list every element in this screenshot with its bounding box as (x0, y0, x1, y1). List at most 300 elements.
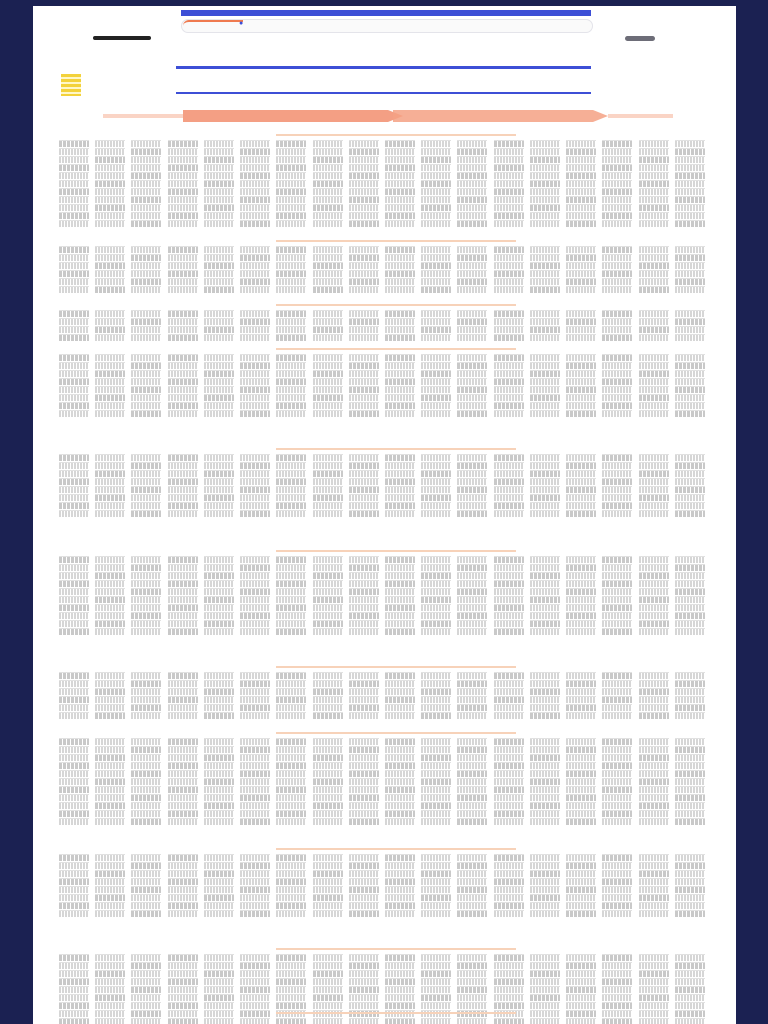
table-cell (639, 148, 669, 155)
table-cell (602, 786, 632, 793)
table-cell (421, 1018, 451, 1024)
table-cell (530, 612, 560, 619)
table-cell (276, 588, 306, 595)
table-cell (240, 910, 270, 917)
table-cell (639, 278, 669, 285)
table-cell (602, 680, 632, 687)
table-cell (240, 278, 270, 285)
table-cell (494, 410, 524, 417)
table-cell (530, 712, 560, 719)
table-cell (204, 802, 234, 809)
table-cell (240, 1010, 270, 1017)
menu-button[interactable] (625, 36, 655, 41)
table-cell (95, 910, 125, 917)
table-cell (313, 212, 343, 219)
table-cell (602, 564, 632, 571)
table-cell (421, 354, 451, 361)
table-cell (421, 754, 451, 761)
table-cell (95, 886, 125, 893)
table-cell (313, 286, 343, 293)
table-cell (168, 220, 198, 227)
table-cell (566, 672, 596, 679)
table-cell (530, 680, 560, 687)
table-cell (276, 196, 306, 203)
table-cell (675, 878, 705, 885)
table-cell (95, 894, 125, 901)
table-cell (675, 386, 705, 393)
table-cell (675, 564, 705, 571)
table-cell (566, 986, 596, 993)
table-cell (494, 180, 524, 187)
table-cell (95, 604, 125, 611)
table-cell (276, 370, 306, 377)
table-cell (494, 454, 524, 461)
table-cell (168, 628, 198, 635)
table-cell (457, 978, 487, 985)
table-cell (204, 386, 234, 393)
table-cell (675, 854, 705, 861)
table-cell (59, 688, 89, 695)
table-cell (168, 778, 198, 785)
table-cell (457, 970, 487, 977)
table-cell (639, 1018, 669, 1024)
table-cell (566, 262, 596, 269)
table-cell (494, 462, 524, 469)
table-cell (639, 334, 669, 341)
table-cell (566, 818, 596, 825)
table-cell (59, 794, 89, 801)
table-cell (204, 270, 234, 277)
table-cell (530, 486, 560, 493)
table-cell (168, 246, 198, 253)
table-cell (59, 620, 89, 627)
table-cell (457, 738, 487, 745)
table-cell (313, 354, 343, 361)
table-cell (276, 254, 306, 261)
table-cell (457, 1002, 487, 1009)
table-cell (59, 910, 89, 917)
table-cell (385, 270, 415, 277)
table-cell (385, 454, 415, 461)
table-cell (639, 318, 669, 325)
table-cell (276, 334, 306, 341)
table-cell (59, 510, 89, 517)
table-cell (313, 612, 343, 619)
table-cell (168, 502, 198, 509)
table-cell (602, 196, 632, 203)
table-cell (168, 962, 198, 969)
table-cell (639, 486, 669, 493)
table-cell (675, 794, 705, 801)
table-cell (313, 156, 343, 163)
table-cell (131, 672, 161, 679)
table-cell (385, 620, 415, 627)
table-cell (566, 410, 596, 417)
table-cell (240, 746, 270, 753)
table-cell (494, 680, 524, 687)
table-cell (59, 696, 89, 703)
table-cell (240, 870, 270, 877)
table-cell (349, 1018, 379, 1024)
table-cell (131, 354, 161, 361)
table-cell (131, 394, 161, 401)
table-cell (313, 854, 343, 861)
table-cell (168, 454, 198, 461)
table-cell (421, 510, 451, 517)
table-cell (59, 1002, 89, 1009)
table-cell (313, 246, 343, 253)
table-cell (204, 738, 234, 745)
table-cell (168, 970, 198, 977)
table-cell (457, 188, 487, 195)
table-cell (95, 588, 125, 595)
table-cell (494, 994, 524, 1001)
table-cell (313, 164, 343, 171)
table-cell (349, 204, 379, 211)
table-cell (566, 394, 596, 401)
table-cell (313, 986, 343, 993)
table-cell (421, 486, 451, 493)
table-cell (168, 254, 198, 261)
table-cell (313, 180, 343, 187)
table-cell (204, 672, 234, 679)
table-cell (349, 370, 379, 377)
table-cell (639, 410, 669, 417)
table-cell (95, 580, 125, 587)
table-cell (131, 212, 161, 219)
table-cell (59, 612, 89, 619)
table-cell (421, 140, 451, 147)
table-cell (59, 378, 89, 385)
table-cell (457, 180, 487, 187)
table-cell (639, 954, 669, 961)
table-cell (168, 470, 198, 477)
table-cell (240, 778, 270, 785)
table-cell (95, 180, 125, 187)
table-cell (276, 818, 306, 825)
table-cell (276, 564, 306, 571)
table-cell (457, 378, 487, 385)
table-cell (675, 810, 705, 817)
table-cell (421, 818, 451, 825)
table-cell (95, 486, 125, 493)
table-cell (240, 486, 270, 493)
table-cell (494, 318, 524, 325)
table-cell (639, 762, 669, 769)
table-cell (349, 156, 379, 163)
table-cell (59, 386, 89, 393)
table-cell (494, 286, 524, 293)
table-cell (168, 762, 198, 769)
table-cell (566, 762, 596, 769)
table-cell (494, 978, 524, 985)
table-cell (131, 688, 161, 695)
table-cell (457, 794, 487, 801)
table-cell (240, 370, 270, 377)
table-cell (131, 902, 161, 909)
page-title (206, 36, 566, 42)
table-cell (240, 478, 270, 485)
table-cell (530, 754, 560, 761)
table-cell (457, 802, 487, 809)
table-cell (421, 746, 451, 753)
table-cell (457, 818, 487, 825)
table-cell (204, 854, 234, 861)
table-cell (349, 564, 379, 571)
table-cell (131, 596, 161, 603)
table-cell (313, 712, 343, 719)
table-cell (457, 564, 487, 571)
table-cell (276, 962, 306, 969)
table-cell (313, 402, 343, 409)
table-cell (639, 478, 669, 485)
table-cell (276, 986, 306, 993)
table-cell (675, 220, 705, 227)
table-cell (566, 962, 596, 969)
table-cell (494, 902, 524, 909)
table-cell (602, 580, 632, 587)
table-cell (421, 704, 451, 711)
table-cell (313, 962, 343, 969)
table-cell (240, 362, 270, 369)
table-cell (349, 148, 379, 155)
table-cell (168, 188, 198, 195)
table-cell (421, 564, 451, 571)
table-cell (131, 620, 161, 627)
table-cell (530, 762, 560, 769)
table-cell (313, 588, 343, 595)
table-cell (276, 262, 306, 269)
table-cell (204, 196, 234, 203)
tab-strip[interactable] (181, 10, 591, 16)
table-cell (59, 454, 89, 461)
table-cell (457, 462, 487, 469)
table-cell (95, 286, 125, 293)
table-cell (494, 986, 524, 993)
table-cell (240, 386, 270, 393)
table-cell (240, 986, 270, 993)
table-cell (566, 204, 596, 211)
table-cell (675, 1002, 705, 1009)
table-cell (349, 854, 379, 861)
table-cell (168, 148, 198, 155)
table-cell (602, 454, 632, 461)
table-cell (385, 334, 415, 341)
table-cell (204, 156, 234, 163)
table-cell (95, 746, 125, 753)
table-cell (639, 672, 669, 679)
table-cell (59, 786, 89, 793)
table-cell (240, 470, 270, 477)
table-cell (95, 754, 125, 761)
table-cell (385, 370, 415, 377)
table-cell (276, 894, 306, 901)
table-cell (602, 1018, 632, 1024)
table-cell (59, 220, 89, 227)
table-cell (95, 902, 125, 909)
table-cell (59, 770, 89, 777)
table-cell (530, 212, 560, 219)
table-cell (494, 370, 524, 377)
table-cell (385, 1018, 415, 1024)
table-cell (639, 354, 669, 361)
table-cell (168, 712, 198, 719)
table-cell (131, 986, 161, 993)
table-cell (313, 778, 343, 785)
table-cell (530, 802, 560, 809)
table-cell (349, 902, 379, 909)
table-cell (457, 278, 487, 285)
table-cell (494, 326, 524, 333)
table-cell (168, 1002, 198, 1009)
table-cell (494, 378, 524, 385)
table-cell (421, 318, 451, 325)
table-cell (95, 196, 125, 203)
table-cell (131, 278, 161, 285)
table-cell (602, 596, 632, 603)
table-cell (276, 462, 306, 469)
table-cell (530, 878, 560, 885)
table-cell (675, 486, 705, 493)
table-cell (494, 140, 524, 147)
table-cell (168, 862, 198, 869)
table-cell (59, 354, 89, 361)
table-cell (602, 556, 632, 563)
table-cell (421, 786, 451, 793)
table-cell (385, 612, 415, 619)
table-cell (349, 212, 379, 219)
table-cell (421, 326, 451, 333)
table-cell (313, 810, 343, 817)
table-cell (204, 188, 234, 195)
table-cell (494, 220, 524, 227)
table-cell (566, 246, 596, 253)
table-cell (675, 148, 705, 155)
table-cell (168, 580, 198, 587)
table-cell (168, 286, 198, 293)
table-cell (95, 596, 125, 603)
table-cell (494, 970, 524, 977)
table-cell (602, 262, 632, 269)
table-cell (457, 334, 487, 341)
table-cell (276, 696, 306, 703)
table-cell (639, 572, 669, 579)
table-cell (168, 196, 198, 203)
table-cell (385, 910, 415, 917)
table-cell (385, 762, 415, 769)
table-cell (349, 164, 379, 171)
table-cell (385, 810, 415, 817)
table-cell (457, 262, 487, 269)
table-cell (204, 556, 234, 563)
table-cell (131, 286, 161, 293)
table-cell (421, 310, 451, 317)
table-cell (494, 802, 524, 809)
table-cell (240, 334, 270, 341)
table-cell (313, 786, 343, 793)
table-cell (95, 164, 125, 171)
table-cell (421, 886, 451, 893)
table-cell (639, 188, 669, 195)
table-cell (95, 502, 125, 509)
table-cell (349, 394, 379, 401)
table-cell (276, 1002, 306, 1009)
table-cell (59, 894, 89, 901)
table-cell (95, 810, 125, 817)
table-cell (566, 172, 596, 179)
table-cell (59, 262, 89, 269)
table-cell (168, 378, 198, 385)
table-cell (639, 712, 669, 719)
table-cell (494, 148, 524, 155)
table-cell (168, 696, 198, 703)
table-cell (530, 454, 560, 461)
table-cell (131, 362, 161, 369)
table-cell (59, 486, 89, 493)
table-cell (240, 588, 270, 595)
table-cell (675, 970, 705, 977)
table-cell (675, 334, 705, 341)
table-cell (276, 878, 306, 885)
table-cell (95, 1018, 125, 1024)
table-cell (639, 286, 669, 293)
table-cell (639, 362, 669, 369)
table-cell (639, 604, 669, 611)
table-cell (421, 196, 451, 203)
table-cell (457, 410, 487, 417)
table-cell (421, 462, 451, 469)
table-cell (131, 628, 161, 635)
table-cell (421, 680, 451, 687)
table-cell (494, 386, 524, 393)
pill-accent (183, 20, 243, 32)
table-cell (313, 454, 343, 461)
table-cell (95, 612, 125, 619)
table-cell (95, 270, 125, 277)
table-cell (421, 612, 451, 619)
table-cell (385, 588, 415, 595)
table-cell (168, 870, 198, 877)
table-cell (131, 588, 161, 595)
table-cell (59, 628, 89, 635)
table-cell (59, 310, 89, 317)
table-cell (602, 688, 632, 695)
table-cell (349, 596, 379, 603)
table-cell (240, 270, 270, 277)
table-cell (131, 156, 161, 163)
table-cell (602, 470, 632, 477)
table-cell (276, 220, 306, 227)
table-cell (494, 770, 524, 777)
table-cell (421, 810, 451, 817)
table-cell (240, 794, 270, 801)
table-cell (566, 494, 596, 501)
table-cell (675, 454, 705, 461)
table-cell (566, 188, 596, 195)
table-cell (168, 704, 198, 711)
table-cell (421, 794, 451, 801)
table-cell (168, 596, 198, 603)
table-cell (385, 204, 415, 211)
table-cell (95, 794, 125, 801)
table-cell (675, 370, 705, 377)
table-cell (385, 410, 415, 417)
table-cell (530, 470, 560, 477)
table-cell (421, 1002, 451, 1009)
table-cell (494, 196, 524, 203)
table-cell (385, 580, 415, 587)
table-cell (313, 278, 343, 285)
